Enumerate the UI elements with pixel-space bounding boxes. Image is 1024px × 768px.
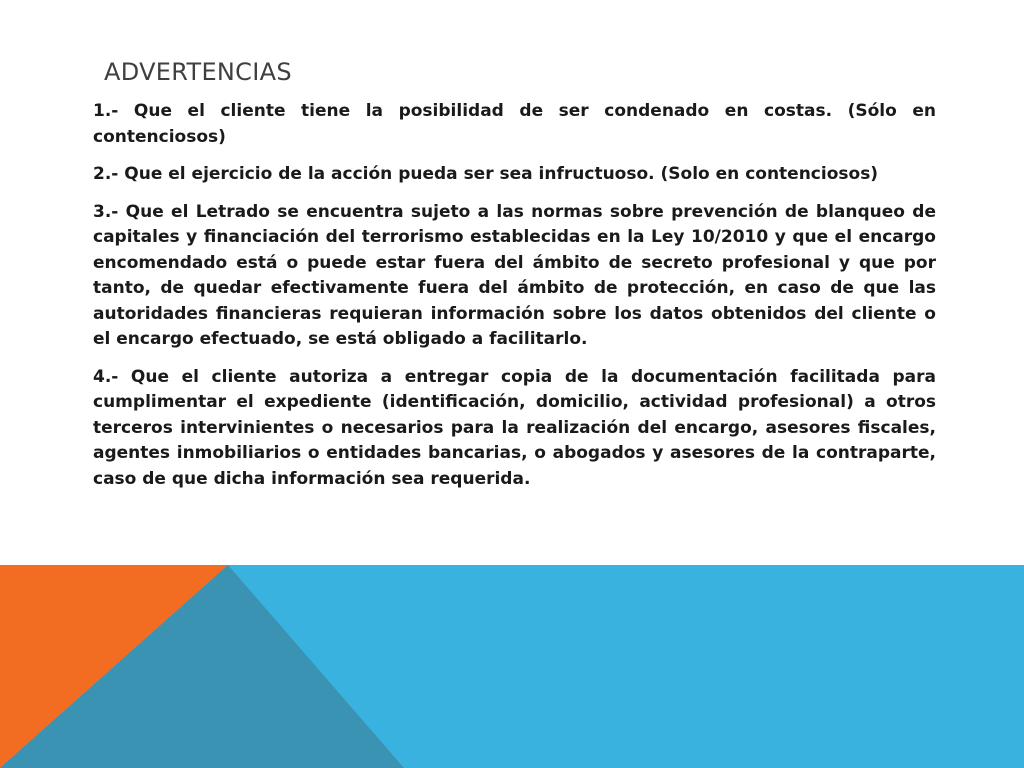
warning-paragraph-4: 4.- Que el cliente autoriza a entregar copia de la documentación facilitada para cumplimentar el expediente (identificación, domicilio, actividad profesional) a otros terceros intervinientes o necesarios para la realización del encargo, asesores fiscales, agentes inmobiliarios o entidades bancarias, o abogados y asesores de la contraparte, caso de que dicha información sea requerida. [93, 366, 936, 489]
warning-paragraph-1: 1.- Que el cliente tiene la posibilidad de ser condenado en costas. (Sólo en contenciosos) [93, 101, 936, 147]
decorative-footer-shapes [0, 565, 1024, 768]
warning-paragraph-2: 2.- Que el ejercicio de la acción pueda ser sea infructuoso. (Solo en contenciosos) [93, 164, 879, 184]
warning-paragraph-3: 3.- Que el Letrado se encuentra sujeto a las normas sobre prevención de blanqueo de capitales y financiación del terrorismo establecidas en la Ley 10/2010 y que el encargo encomendado está o puede estar fuera del ámbito de secreto profesional y que por tanto, de quedar efectivamente fuera del ámbito de protección, en caso de que las autoridades financieras requieran información sobre los datos obtenidos del cliente o el encargo efectuado, se está obligado a facilitarlo. [93, 201, 936, 349]
slide-content [93, 99, 936, 504]
slide-title: ADVERTENCIAS [104, 58, 292, 86]
